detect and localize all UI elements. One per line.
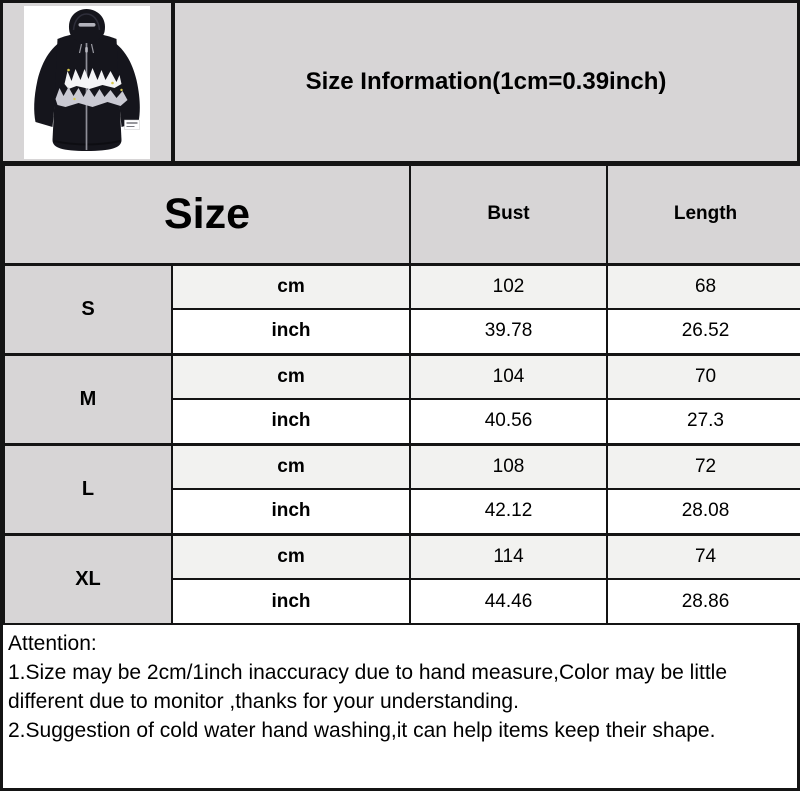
table-header-row xyxy=(4,165,800,264)
length-value-cell: 68 xyxy=(607,264,800,309)
size-cell: XL xyxy=(4,534,172,624)
unit-cell: cm xyxy=(172,354,410,399)
length-value-cell: 26.52 xyxy=(607,309,800,354)
attention-line: 2.Suggestion of cold water hand washing,it can help items keep their shape. xyxy=(8,719,716,742)
length-value-cell: 28.86 xyxy=(607,579,800,624)
size-cell: M xyxy=(4,354,172,444)
table-row xyxy=(4,534,800,579)
hood-logo-print xyxy=(79,23,96,27)
unit-cell: cm xyxy=(172,534,410,579)
bust-value-cell: 40.56 xyxy=(410,399,607,444)
bust-value-cell: 42.12 xyxy=(410,489,607,534)
bust-value-cell: 114 xyxy=(410,534,607,579)
length-value-cell: 28.08 xyxy=(607,489,800,534)
unit-cell: inch xyxy=(172,579,410,624)
unit-cell: cm xyxy=(172,264,410,309)
length-value-cell: 74 xyxy=(607,534,800,579)
bust-value-cell: 39.78 xyxy=(410,309,607,354)
unit-cell: inch xyxy=(172,309,410,354)
hoodie-product-image xyxy=(24,6,150,159)
page-title: Size Information(1cm=0.39inch) xyxy=(305,68,667,95)
size-table xyxy=(3,164,800,625)
attention-line: Attention: xyxy=(8,632,97,655)
table-row xyxy=(4,444,800,489)
product-photo-panel xyxy=(3,3,175,161)
length-value-cell: 72 xyxy=(607,444,800,489)
col-header-size: Size xyxy=(4,165,410,264)
bust-value-cell: 104 xyxy=(410,354,607,399)
length-value-cell: 27.3 xyxy=(607,399,800,444)
size-table-body xyxy=(4,264,800,624)
size-cell: L xyxy=(4,444,172,534)
attention-line: different due to monitor ,thanks for your understanding. xyxy=(8,690,519,713)
col-header-length: Length xyxy=(607,165,800,264)
unit-cell: inch xyxy=(172,489,410,534)
attention-section xyxy=(3,625,797,788)
size-cell: S xyxy=(4,264,172,354)
top-banner xyxy=(3,3,797,164)
bust-value-cell: 102 xyxy=(410,264,607,309)
table-row xyxy=(4,354,800,399)
unit-cell: inch xyxy=(172,399,410,444)
product-photo xyxy=(24,6,150,159)
length-value-cell: 70 xyxy=(607,354,800,399)
attention-line: 1.Size may be 2cm/1inch inaccuracy due to hand measure,Color may be little xyxy=(8,661,728,684)
bust-value-cell: 108 xyxy=(410,444,607,489)
col-header-bust: Bust xyxy=(410,165,607,264)
unit-cell: cm xyxy=(172,444,410,489)
title-panel xyxy=(175,3,797,161)
care-tag xyxy=(125,120,140,130)
bust-value-cell: 44.46 xyxy=(410,579,607,624)
table-row xyxy=(4,264,800,309)
